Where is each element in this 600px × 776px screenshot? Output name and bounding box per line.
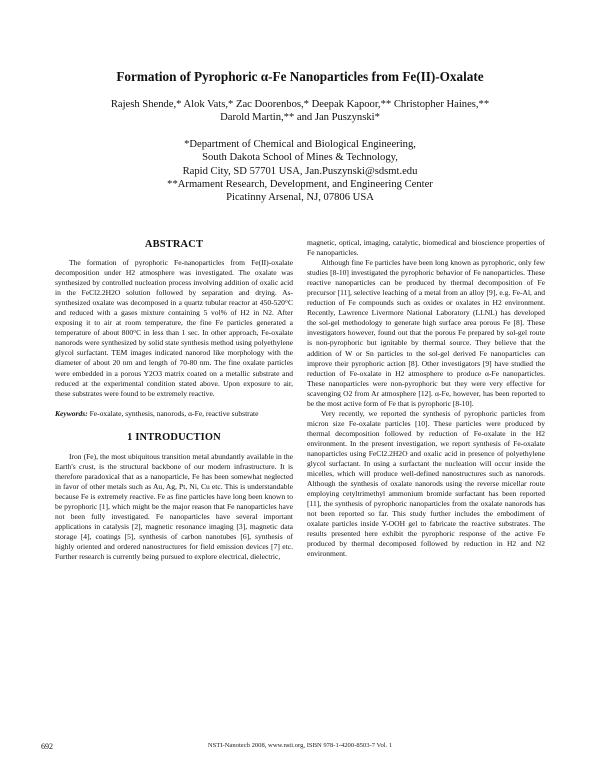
introduction-paragraph: Iron (Fe), the most ubiquitous transition metal abundantly available in the Earth's crust, is the structural backbone of our modern infrastructure. It is therefore paradoxical that as a nanoparticle, Fe has been somewhat neglected in favor of other metals such as Au, Ag, Pt, Ni, Cu etc. This is understandable because Fe is extremely reactive. Fe as fine particles have long been known to be pyrophoric [1], which might be the major reason that Fe nanoparticles have not been fully investigated. Fe nanoparticles have several important applications in catalysis [2], magnetic resonance imaging [3], magnetic data storage [4], coatings [5], synthesis of carbon nanotubes [6], synthesis of highly oriented and ordered nanostructures for field emission devices [7] etc. Further research is currently being pursued to explore electrical, dielectric,	[55, 451, 293, 562]
body-paragraph: Although fine Fe particles have been long known as pyrophoric, only few studies [8-10] investigated the pyrophoric behavior of Fe nanoparticles. These reactive nanoparticles can be produced by thermal decomposition of Fe precursor [11], selective leaching of a metal from an alloy [9], e.g. Fe-Al, and reduction of Fe compounds such as oxides or oxalates in H2 environment. Recently, Lawrence Livermore National Laboratory (LLNL) has developed the sol-gel methodology to generate high surface area porous Fe [8]. These investigators however, found out that the porous Fe prepared by sol-gel route is non-pyrophoric but ignitable by thermal source. They believe that the addition of W or Sn particles to the sol-gel derived Fe nanoparticles can improve their pyrophoric action [8]. Other investigators [9] have studied the reduction of Fe-oxalate in H2 atmosphere to produce α-Fe nanoparticles. These nanoparticles were non-pyrophoric but they were very effective for scavenging O2 from Ar atmosphere [12]. α-Fe, however, has been reported to be the most active form of Fe that is pyrophoric [8-10].	[307, 258, 545, 408]
affiliation-line: Rapid City, SD 57701 USA, Jan.Puszynski@sdsmt.edu	[182, 165, 418, 177]
author-line-1: Rajesh Shende,* Alok Vats,* Zac Doorenbos,* Deepak Kapoor,** Christopher Haines,**	[110, 99, 490, 110]
keywords-label: Keywords:	[55, 408, 88, 418]
keywords-text: Fe-oxalate, synthesis, nanorods, α-Fe, reactive substrate	[89, 408, 259, 418]
affiliation-line: **Armament Research, Development, and Engineering Center	[167, 178, 433, 190]
body-paragraph: magnetic, optical, imaging, catalytic, biomedical and bioscience properties of Fe nanoparticles.	[307, 238, 545, 258]
paper-title: Formation of Pyrophoric α-Fe Nanoparticles from Fe(II)-Oxalate	[116, 69, 484, 84]
introduction-heading: 1 INTRODUCTION	[127, 431, 221, 443]
affiliation-line: Picatinny Arsenal, NJ, 07806 USA	[226, 192, 374, 204]
body-paragraph: Very recently, we reported the synthesis of pyrophoric particles from micron size Fe-oxalate particles [10]. These particles were produced by thermal decomposition followed by reduction of Fe-oxalate in the H2 environment. In the present investigation, we report synthesis of Fe-oxalate nanoparticles using FeCl2.2H2O and oxalic acid in presence of polyethylene glycol surfactant. In using a surfactant the nucleation will occur inside the micelles, which will produce well-defined nanostructures such as nanorods. Although the synthesis of oxalate nanorods using the reverse micellar route employing cetyltrimethyl ammonium bromide surfactant has been reported [11], the synthesis of pyrophoric nanoparticles from the oxalate nanorods has not been reported so far. This study further includes the embodiment of oxalate particles inside Y-OOH gel to fabricate the reactive substrates. The results presented here exhibit the pyrophoric response of the active Fe produced by thermal decomposed followed by reduction in H2 and N2 environment.	[307, 408, 545, 559]
page-number: 692	[41, 742, 53, 751]
affiliations	[100, 138, 500, 204]
affiliation-line: South Dakota School of Mines & Technology,	[202, 152, 398, 164]
abstract-body: The formation of pyrophoric Fe-nanoparticles from Fe(II)-oxalate decomposition under H2 atmosphere was investigated. The oxalate was synthesized by controlled nucleation process involving addition of oxalic acid in the FeCl2.2H2O solution followed by separation and drying. As-synthesized oxalate was decomposed in a quartz tubular reactor at 450-520°C and reduced with a gases mixture containing 5 vol% of H2 in N2. After exposing it to air at room temperature, the fine Fe particles generated a temperature of about 800°C in less than 1 sec. In other approach, Fe-oxalate nanorods were synthesized by solid state synthesis method using polyethylene glycol surfactant. TEM images indicated nanorod like morphology with the diameter of about 20 nm and length of 70-80 nm. The fine oxalate particles were embedded in a porous Y2O3 matrix coated on a metallic substrate and reduced at the experimental condition stated above. Upon exposure to air, these substrates were found to be extremely reactive.	[55, 258, 293, 398]
author-line-2: Darold Martin,** and Jan Puszynski*	[220, 112, 380, 123]
abstract-heading: ABSTRACT	[144, 239, 204, 250]
page-footer: NSTI-Nanotech 2008, www.nsti.org, ISBN 978-1-4200-8503-7 Vol. 1	[207, 742, 393, 749]
affiliation-line: *Department of Chemical and Biological Engineering,	[184, 139, 416, 150]
right-column	[307, 238, 545, 560]
left-column	[55, 238, 293, 562]
keywords-line	[55, 409, 293, 419]
author-list	[60, 98, 540, 124]
